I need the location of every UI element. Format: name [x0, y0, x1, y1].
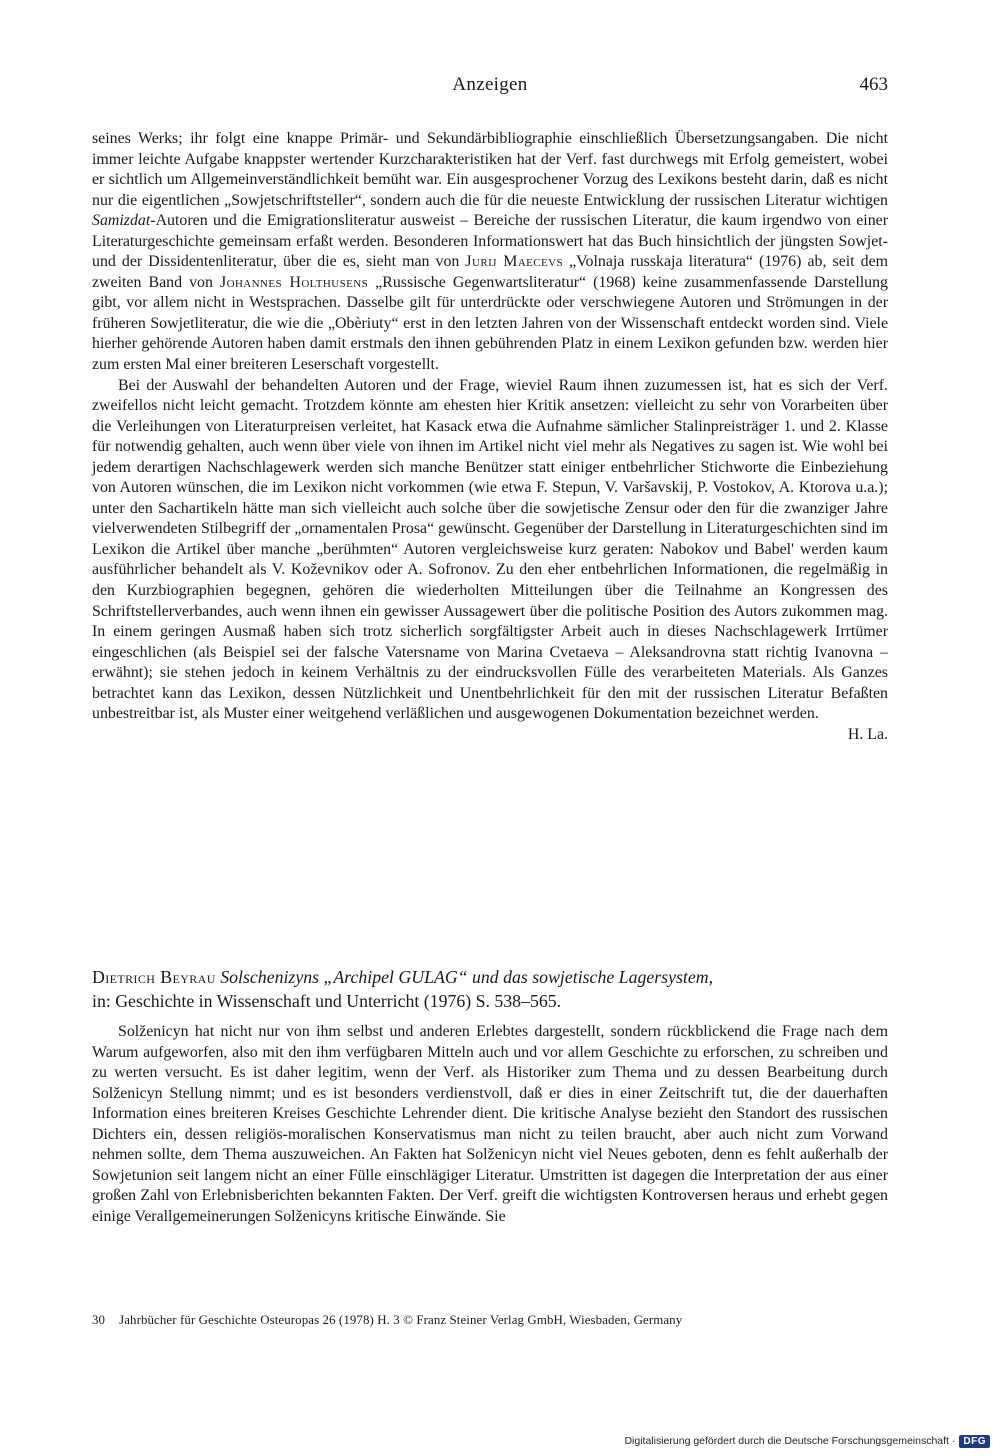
citation-source: in: Geschichte in Wissenschaft und Unterricht (1976) S. 538–565. [92, 991, 562, 1011]
review-citation [92, 965, 888, 1013]
review-body [92, 129, 888, 745]
review2-paragraph-1: Solženicyn hat nicht nur von ihm selbst und anderen Erlebtes dargestellt, sondern rückblickend die Frage nach dem Warum aufgeworfen, also mit den ihm verfügbaren Mitteln auch und vor allem Geschichte zu erforschen, zu schreiben und zu werten versucht. Es ist daher legitim, wenn der Verf. als Historiker zum Thema und zu dessen Bearbeitung durch Solženicyn Stellung nimmt; und es ist besonders verdienstvoll, daß er dies in einer Zeitschrift tut, die der dauerhaften Information eines breiteren Kreises Geschichte Lehrender dient. Die kritische Analyse bezieht den Standort des russischen Dichters ein, dessen religiös-moralischen Konservatismus man nicht zu teilen braucht, aber auch nicht zum Vorwand nehmen sollte, dem Thema auszuweichen. An Fakten hat Solženicyn nicht viel Neues geboten, denn es fehlt außerhalb der Sowjetunion seit langem nicht an einer Fülle einschlägiger Literatur. Umstritten ist dagegen die Interpretation der aus einer großen Zahl von Erlebnisberichten bekannten Fakten. Der Verf. greift die wichtigsten Kontroversen heraus und erhebt gegen einige Verallgemeinerungen Solženicyns kritische Einwände. Sie [92, 1023, 888, 1225]
reviewer-signature: H. La. [847, 725, 888, 743]
text-run: „Russische Gegenwartsliteratur“ (1968) keine zusammenfassende Darstellung gibt, vor allem nicht in Westsprachen. Dasselbe gilt für unterdrückte oder verschwiegene Autoren und Strömungen in der früheren Sowjetliteratur, die wie die „Obèriuty“ erst in den letzten Jahren von der Wissenschaft entdeckt worden sind. Viele hierher gehörende Autoren haben damit erstmals den ihnen gebührenden Platz in einem Lexikon gefunden bzw. werden hier zum ersten Mal einer breiteren Leserschaft vorgestellt. [92, 273, 888, 374]
text-run: „Volnaja russkaja literatura“ (1976) ab, seit dem zweiten Band von [92, 253, 888, 291]
citation-title: Solschenizyns „Archipel GULAG“ und das sowjetische Lagersystem, [220, 967, 714, 987]
digitization-notice [624, 1432, 990, 1450]
author-name-holthusen: Johannes Holthusens [220, 273, 369, 291]
review-paragraph-2: Bei der Auswahl der behandelten Autoren und der Frage, wieviel Raum ihnen zuzumessen ist, hat es sich der Verf. zweifellos nicht leicht gemacht. Trotzdem könnte am ehesten hier Kritik ansetzen: vielleicht zu sehr von Vorarbeiten über die Verleihungen von Literaturpreisen verleitet, hat Kasack etwa die Aufnahme sämlicher Stalinpreisträger 1. und 2. Klasse für notwendig gehalten, auch wenn über viele von ihnen im Artikel nicht viel mehr als Negatives zu sagen ist. Wie wohl bei jedem derartigen Nachschlagewerk werden sich manche Benützer statt einiger entbehrlicher Stichworte die Einbeziehung von Autoren wünschen, die im Lexikon nicht vorkommen (wie etwa F. Stepun, V. Varšavskij, P. Vostokov, A. Ktorova u.a.); unter den Sachartikeln hätte man sich vielleicht auch solche über die sowjetische Zensur oder den für die zwanziger Jahre vielverwendeten Stilbegriff der „ornamentalen Prosa“ gewünscht. Gegenüber der Darstellung in Literaturgeschichten sind im Lexikon die Artikel über manche „berühmten“ Autoren vergleichsweise kurz geraten: Nabokov und Babel' werden kaum ausführlicher behandelt als V. Koževnikov oder A. Sofronov. Zu den eher entbehrlichen Informationen, die regelmäßig in den Kurzbiographien begegnen, gehören die wiederholten Mitteilungen über die Teilnahme an Kongressen des Schriftstellerverbandes, auch wenn ihnen ein gewisser Aussagewert über die politische Position des Autors zukommen mag. In einem geringen Ausmaß haben sich trotz sicherlich sorgfältigster Arbeit auch in dieses Nachschlagewerk Irrtümer eingeschlichen (als Beispiel sei der falsche Vatersname von Marina Cvetaeva – Aleksandrovna statt richtig Ivanovna – erwähnt); sie stehen jedoch in keinem Verhältnis zu der eindrucksvollen Fülle des verarbeiteten Materials. Als Ganzes betrachtet kann das Lexikon, dessen Nützlichkeit und Unentbehrlichkeit für den mit der russischen Literatur Befaßten unbestreitbar ist, als Muster einer weitgehend verläßlichen und ausgewogenen Dokumentation bezeichnet werden. [92, 376, 888, 723]
text-run: seines Werks; ihr folgt eine knappe Primär- und Sekundärbibliographie einschließlich Übersetzungsangaben. Die nicht immer leichte Aufgabe knappster wertender Kurzcharakteristiken hat der Verf. fast durchwegs mit Erfolg gemeistert, wobei er sichtlich um Allgemeinverständlichkeit bemüht war. Ein ausgesprochener Vorzug des Lexikons besteht darin, daß es nicht nur die eigentlichen „Sowjetschriftsteller“, sondern auch die für die neueste Entwicklung der russischen Literatur wichtigen [92, 130, 888, 209]
running-title: Anzeigen [452, 74, 528, 95]
samizdat-term: Samizdat [92, 212, 151, 230]
review-paragraph-1 [92, 129, 888, 376]
page-header [92, 74, 888, 100]
review-body-2 [92, 1022, 888, 1227]
page-number: 463 [859, 74, 888, 95]
dfg-logo: DFG [959, 1435, 990, 1448]
author-name-maecevs: Jurij Maecevs [465, 253, 564, 271]
footer-number: 30 [92, 1313, 106, 1327]
digitization-text: Digitalisierung gefördert durch die Deutsche Forschungsgemeinschaft · [624, 1435, 956, 1447]
text-run: -Autoren und die Emigrationsliteratur ausweist – Bereiche der russischen Literatur, die kaum irgendwo von einer Literaturgeschichte gemeinsam erfaßt werden. Besonderen Informationswert hat das Buch hinsichtlich der jüngsten Sowjet- und der Dissidentenliteratur, über die es, sieht man von [92, 212, 888, 271]
journal-footer [92, 1312, 888, 1328]
citation-author: Dietrich Beyrau [92, 967, 216, 987]
footer-text: Jahrbücher für Geschichte Osteuropas 26 (1978) H. 3 © Franz Steiner Verlag GmbH, Wiesbaden, Germany [119, 1313, 683, 1327]
